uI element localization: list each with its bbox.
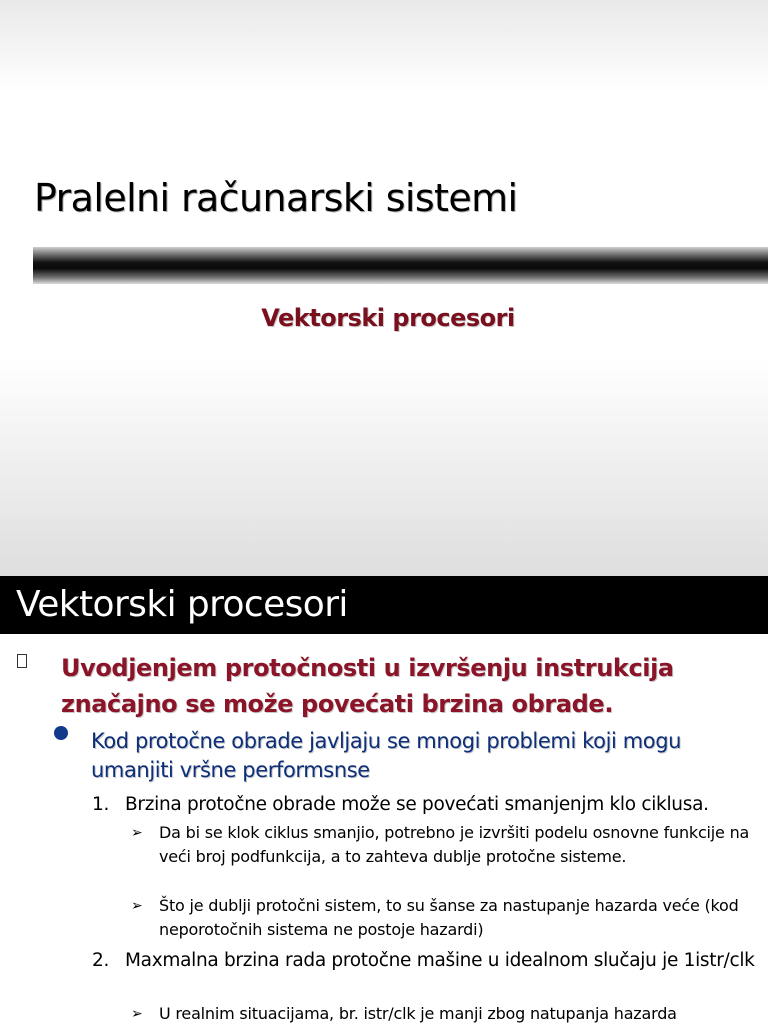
sub-list-item-text: U realnim situacijama, br. istr/clk je manji zbog natupanja hazarda: [159, 1004, 677, 1023]
sub-list-item-text: Što je dublji protočni sistem, to su šanse za nastupanje hazarda veće (kod neporotočnih sistema ne postoje hazardi): [159, 896, 739, 939]
decorative-gradient-bar: [33, 247, 768, 284]
arrow-bullet-icon: ➢: [131, 825, 143, 841]
content-slide: [0, 576, 768, 1024]
square-box-icon: [17, 654, 27, 668]
level2-bullet-text: Kod protočne obrade javljaju se mnogi problemi koji mogu umanjiti vršne performsnse: [91, 729, 682, 782]
list-item-text: Brzina protočne obrade može se povećati smanjenjm klo ciklusa.: [125, 794, 709, 815]
presentation-subtitle: Vektorski procesori: [261, 304, 515, 332]
level1-bullet-text: Uvodjenjem protočnosti u izvršenju instrukcija značajno se može povećati brzina obrade.: [61, 654, 674, 718]
list-item-number: 1.: [92, 794, 110, 815]
list-item-number: 2.: [92, 950, 110, 971]
sub-list-item-text: Da bi se klok ciklus smanjio, potrebno je izvršiti podelu osnovne funkcije na veći broj podfunkcija, a to zahteva dublje protočne sisteme.: [159, 823, 750, 866]
arrow-bullet-icon: ➢: [131, 1006, 143, 1022]
arrow-bullet-icon: ➢: [131, 898, 143, 914]
slide-header-bar: [0, 576, 768, 634]
list-item-text: Maxmalna brzina rada protočne mašine u idealnom slučaju je 1istr/clk: [125, 950, 755, 971]
slide-title: Vektorski procesori: [16, 584, 348, 625]
bullet-dot-icon: [54, 726, 68, 740]
presentation-title: Pralelni računarski sistemi: [34, 176, 518, 220]
